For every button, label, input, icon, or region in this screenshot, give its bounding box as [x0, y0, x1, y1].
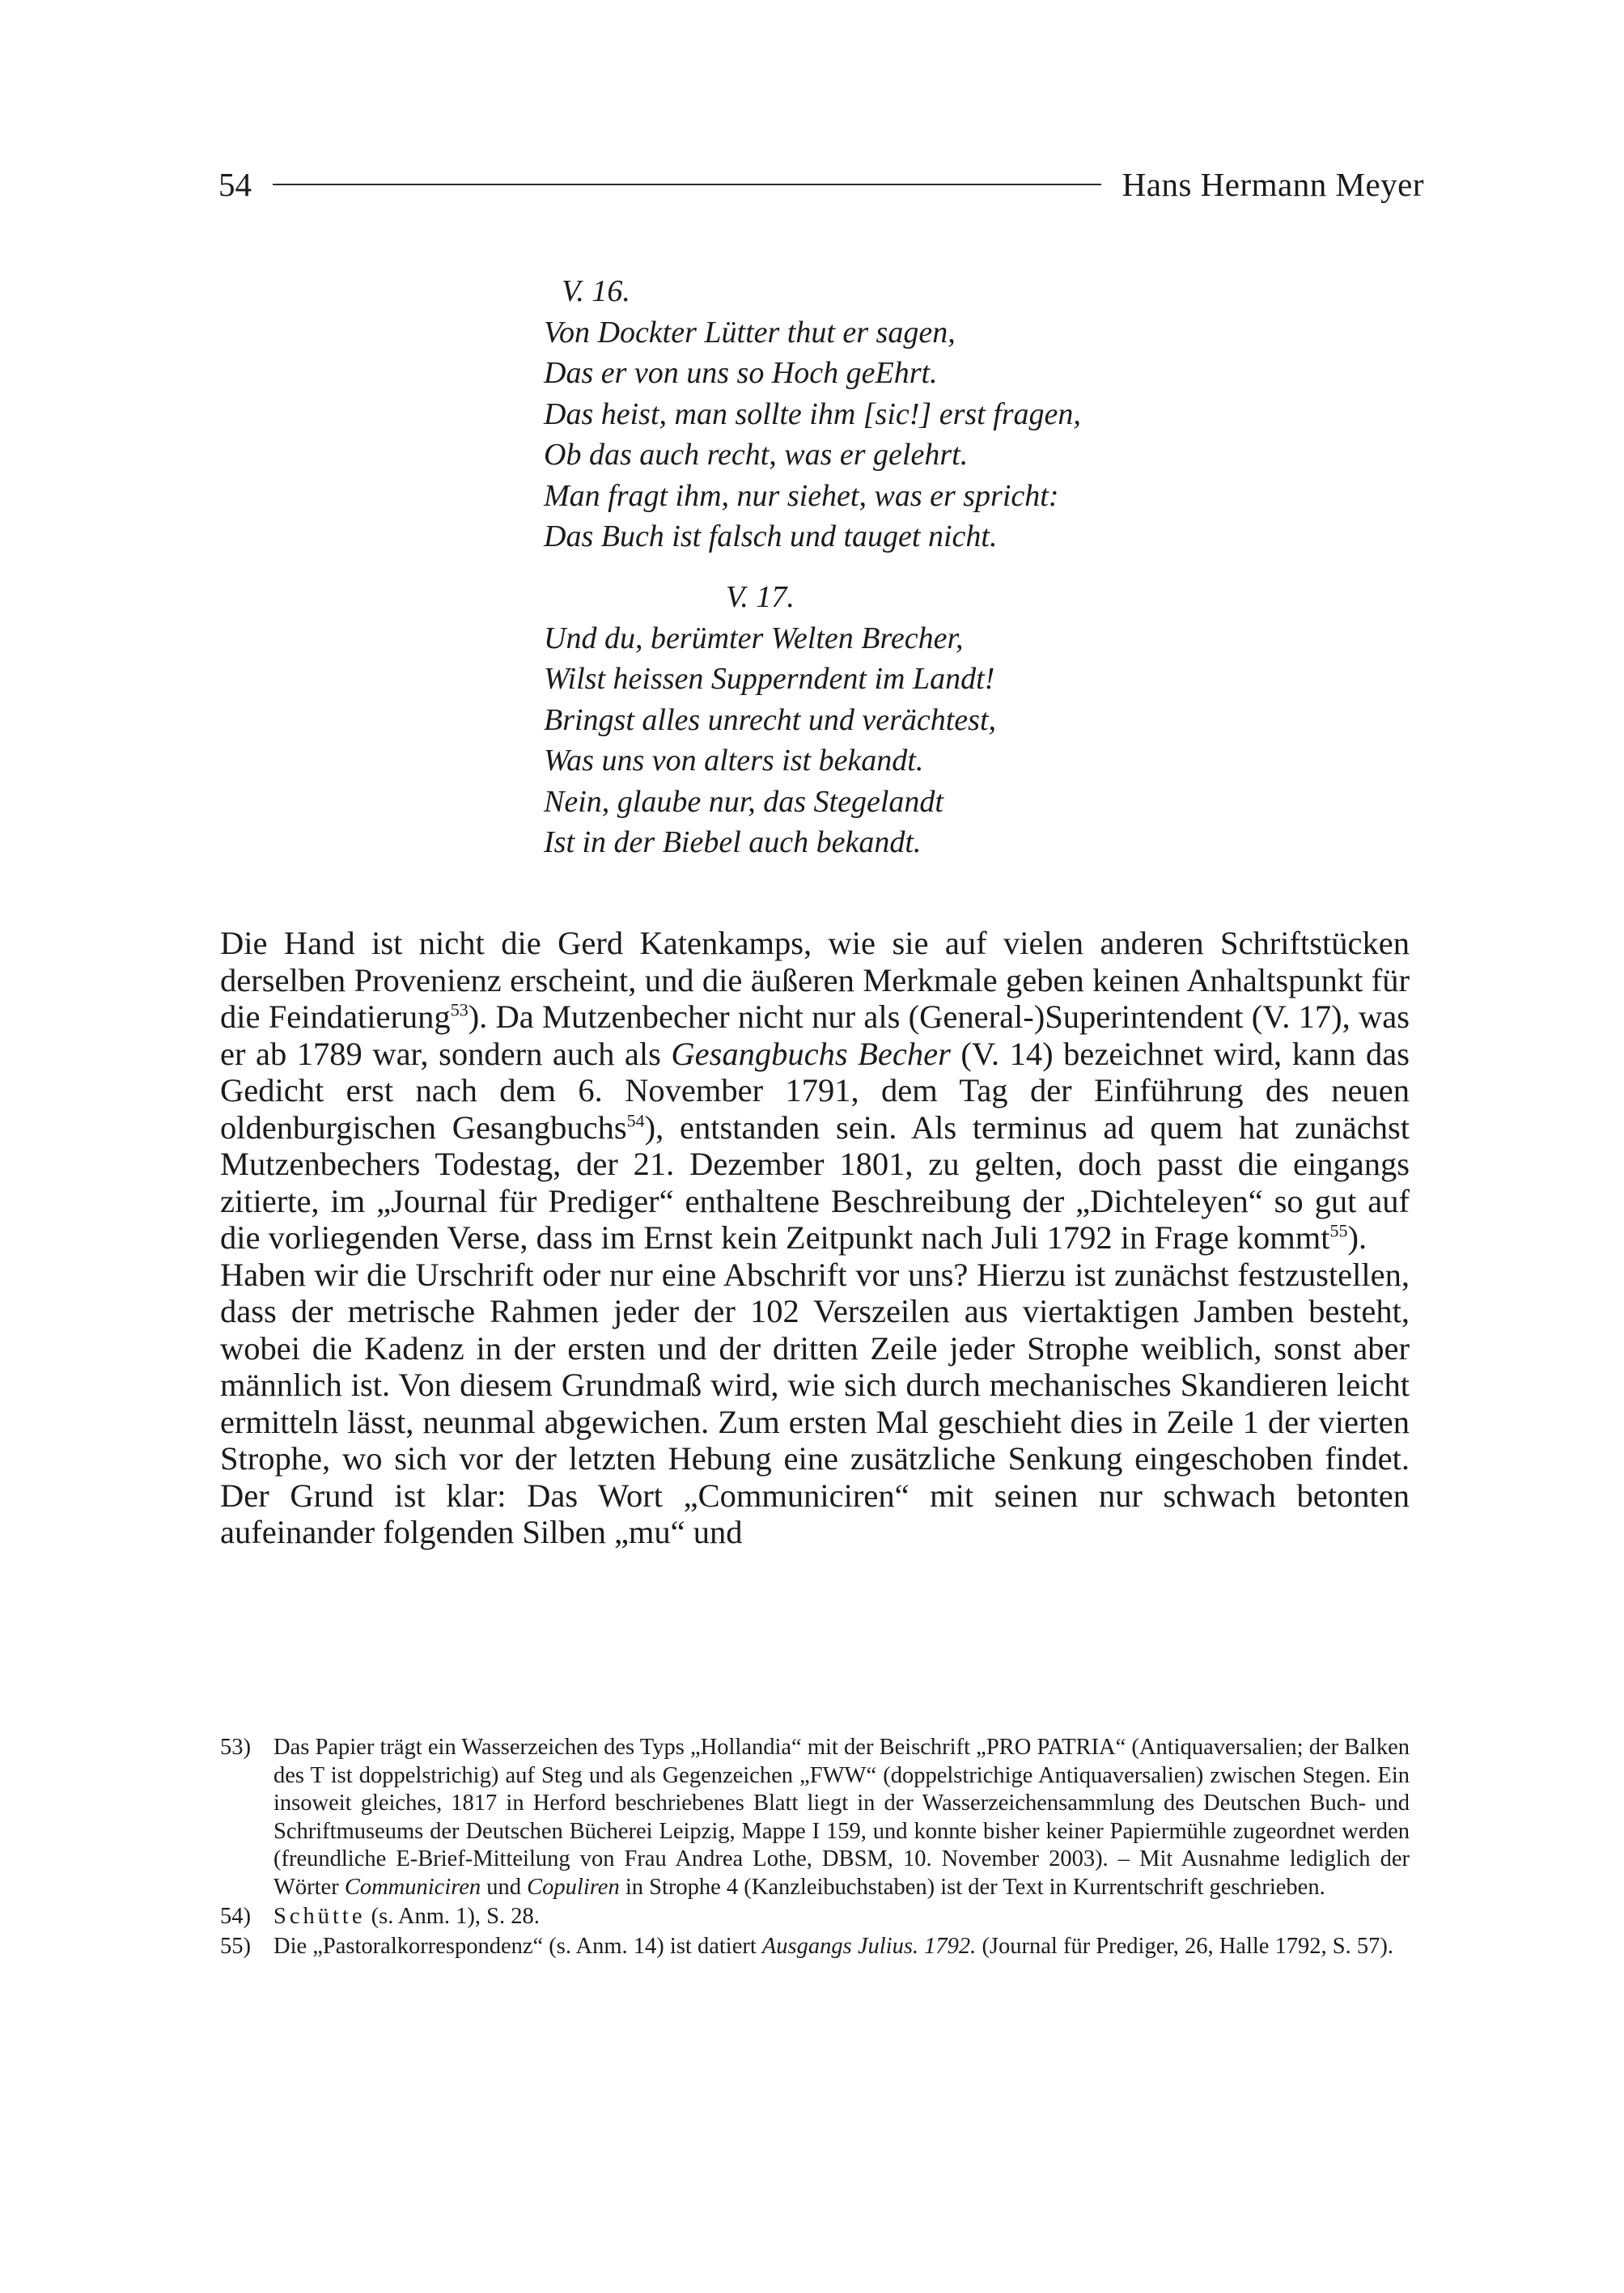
- poem-stanza-16: [544, 271, 1081, 557]
- verse-line: Ist in der Biebel auch bekandt.: [544, 825, 922, 859]
- verse-line: Was uns von alters ist bekandt.: [544, 744, 924, 778]
- footnote-number: 54): [220, 1904, 251, 1929]
- spaced-author: Schütte: [273, 1904, 366, 1929]
- text-run: Die „Pastoralkorrespondenz“ (s. Anm. 14) ist datiert: [273, 1933, 762, 1959]
- poem-stanza-17: [544, 577, 996, 863]
- running-header: [218, 160, 1424, 209]
- footnote-ref-54[interactable]: 54: [626, 1110, 645, 1130]
- footnote-53: [220, 1734, 1410, 1901]
- footnote-number: 53): [220, 1735, 251, 1760]
- text-run: (Journal für Prediger, 26, Halle 1792, S. 57).: [976, 1933, 1394, 1959]
- italic-date: Ausgangs Julius. 1792.: [761, 1933, 977, 1959]
- stanza-heading: V. 16.: [562, 274, 630, 308]
- text-run: (V. 14) bezeichnet wird, kann das Gedicht erst nach dem 6. November 1791, dem Tag der Einführung des neuen oldenburgischen Gesangbuchs: [220, 1035, 1410, 1146]
- footnote-number: 55): [220, 1933, 251, 1959]
- verse-line: Ob das auch recht, was er gelehrt.: [544, 438, 969, 472]
- text-run: ). Da Mutzenbecher nicht nur als (General-)Superintendent (V. 17), was er ab 1789 war, sondern auch als: [220, 998, 1410, 1072]
- verse-line: Wilst heissen Supperndent im Landt!: [544, 662, 995, 696]
- paragraph: [220, 925, 1410, 1257]
- footnote-55: [220, 1933, 1410, 1961]
- footnote-ref-53[interactable]: 53: [450, 999, 469, 1020]
- verse-line: Und du, berümter Welten Brecher,: [544, 621, 964, 655]
- italic-word: Copuliren: [527, 1874, 620, 1900]
- paragraph: Haben wir die Urschrift oder nur eine Abschrift vor uns? Hierzu ist zunächst festzustellen, dass der metrische Rahmen jeder der 102 Verszeilen aus viertaktigen Jamben besteht, wobei die Kadenz in der ersten und der dritten Zeile jeder Strophe weiblich, sonst aber männlich ist. Von diesem Grundmaß wird, wie sich durch mechanisches Skandieren leicht ermitteln lässt, neunmal abgewichen. Zum ersten Mal geschieht dies in Zeile 1 der vierten Strophe, wo sich vor der letzten Hebung eine zusätzliche Senkung eingeschoben findet. Der Grund ist klar: Das Wort „Communiciren“ mit seinen nur schwach betonten aufeinander folgenden Silben „mu“ und: [220, 1256, 1410, 1550]
- verse-line: Das Buch ist falsch und tauget nicht.: [544, 519, 998, 553]
- text-run: Das Papier trägt ein Wasserzeichen des Typs „Hollandia“ mit der Beischrift „PRO PATRIA“ (Antiquaversalien; der Balken des T ist doppelstrichig) auf Steg und als Gegenzeichen „FWW“ (doppelstrichige Antiquaversalien) zwischen Stegen. Ein insoweit gleiches, 1817 in Herford beschriebenes Blatt liegt in der Wasserzeichensammlung des Deutschen Buch- und Schriftmuseums der Deutschen Bücherei Leipzig, Mappe I 159, und konnte bisher keiner Papiermühle zugeordnet werden (freundliche E-Brief-Mitteilung von Frau Andrea Lothe, DBSM, 10. November 2003). – Mit Ausnahme lediglich der Wörter: [273, 1735, 1410, 1900]
- text-run: und: [481, 1874, 528, 1900]
- footnote-text: [273, 1933, 1410, 1961]
- text-run: (s. Anm. 1), S. 28.: [365, 1904, 540, 1929]
- footnote-text: [273, 1903, 1410, 1931]
- header-rule: [273, 184, 1101, 185]
- text-run: ), entstanden sein. Als terminus ad quem hat zunächst Mutzenbechers Todestag, der 21. Dezember 1801, zu gelten, doch passt die eingangs zitierte, im „Journal für Prediger“ enthaltene Beschreibung der „Dichteleyen“ so gut auf die vorliegenden Verse, dass im Ernst kein Zeitpunkt nach Juli 1792 in Frage kommt: [220, 1108, 1410, 1256]
- footnote-ref-55[interactable]: 55: [1329, 1220, 1348, 1241]
- text-run: ).: [1347, 1219, 1367, 1256]
- verse-line: Das er von uns so Hoch geEhrt.: [544, 356, 938, 390]
- page-number: 54: [218, 166, 252, 203]
- verse-line: Bringst alles unrecht und verächtest,: [544, 702, 996, 737]
- footnotes: [220, 1734, 1410, 1962]
- italic-quote: Gesangbuchs Becher: [671, 1035, 951, 1072]
- text-run: in Strophe 4 (Kanzleibuchstaben) ist der Text in Kurrentschrift geschrieben.: [619, 1874, 1325, 1900]
- text-run: Die Hand ist nicht die Gerd Katenkamps, wie sie auf vielen anderen Schriftstücken derselben Provenienz erscheint, und die äußeren Merkmale geben keinen Anhaltspunkt für die Feindatierung: [220, 925, 1410, 1035]
- verse-line: Das heist, man sollte ihm [sic!] erst fragen,: [544, 396, 1081, 431]
- verse-line: Von Dockter Lütter thut er sagen,: [544, 315, 956, 350]
- running-head-author: Hans Hermann Meyer: [1122, 166, 1424, 203]
- footnote-54: [220, 1903, 1410, 1931]
- italic-word: Communiciren: [344, 1874, 481, 1900]
- stanza-heading: V. 17.: [726, 580, 795, 614]
- verse-line: Nein, glaube nur, das Stegelandt: [544, 784, 943, 819]
- verse-line: Man fragt ihm, nur siehet, was er spricht:: [544, 478, 1059, 513]
- footnote-text: [273, 1734, 1410, 1901]
- body-text: [220, 925, 1410, 1551]
